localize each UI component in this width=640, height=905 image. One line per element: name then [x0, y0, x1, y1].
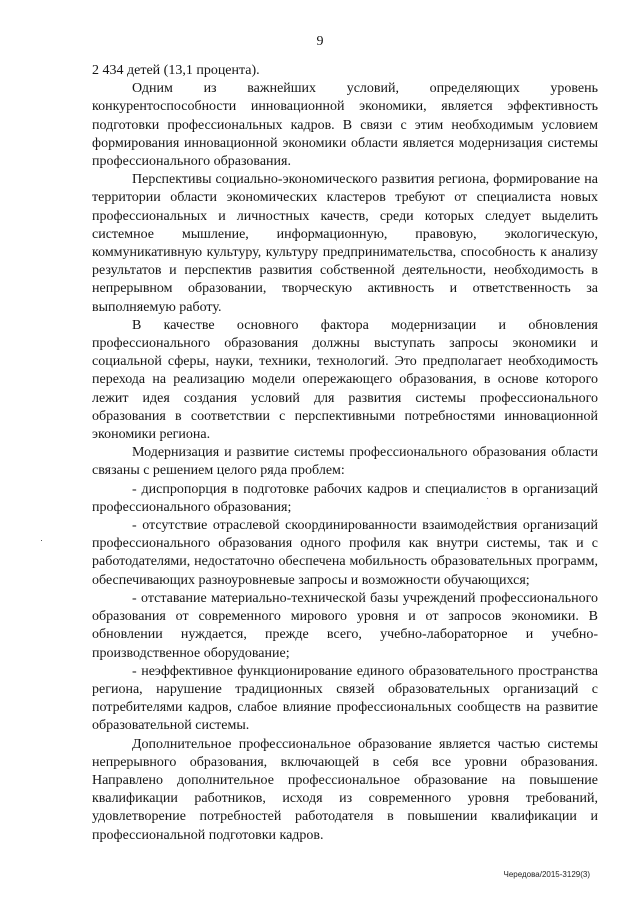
paragraph: Перспективы социально-экономического развития региона, формирование на территории области экономических кластеров требуют от специалиста новых профессиональных и личностных качеств, среди которых следует выделить системное мышление, информационную, правовую, экологическую, коммуникативную культуру, культуру предпринимательства, способность к анализу результатов и перспектив развития собственной деятельности, необходимость в непрерывном образовании, творческую активность и ответственность за выполняемую работу.	[92, 172, 598, 315]
paragraph: 2 434 детей (13,1 процента).	[92, 63, 260, 78]
list-item: - неэффективное функционирование единого образовательного пространства региона, нарушение традиционных связей образовательных организаций с потребителями кадров, слабое влияние профессиональных сообществ на развитие образовательной системы.	[92, 663, 598, 734]
list-item: - диспропорция в подготовке рабочих кадров и специалистов в организаций профессионального образования;	[92, 481, 598, 515]
paragraph: Дополнительное профессиональное образование является частью системы непрерывного образования, включающей в себя все уровни образования. Направлено дополнительное профессиональное образование на повышение квалификации работников, исходя из современного уровня требований, удовлетворение потребностей работодателя в повышении квалификации и профессиональной подготовки кадров.	[92, 736, 598, 843]
page-number: 9	[316, 34, 324, 49]
scan-speck	[41, 540, 42, 541]
scan-speck	[487, 498, 488, 499]
paragraph: В качестве основного фактора модернизации и обновления профессионального образования должны выступать запросы экономики и социальной сферы, науки, техники, технологий. Это предполагает необходимость перехода на реализацию модели опережающего образования, в основе которого лежит идея создания условий для развития системы профессионального образования в соответствии с перспективными потребностями инновационной экономики региона.	[92, 317, 598, 443]
list-item: - отсутствие отраслевой скоординированности взаимодействия организаций профессионального образования одного профиля как внутри системы, так и с работодателями, недостаточно обеспечена мобильность образовательных программ, обеспечивающих разноуровневые запросы и возможности обучающихся;	[92, 518, 598, 588]
body-text	[92, 62, 598, 845]
footer-document-code: Чередова/2015-3129(3)	[503, 870, 590, 879]
list-item: - отставание материально-технической базы учреждений профессионального образования от современного мирового уровня и от запросов экономики. В обновлении нуждается, прежде всего, учебно-лабораторное и учебно-производственное оборудование;	[92, 590, 598, 661]
paragraph: Модернизация и развитие системы профессионального образования области связаны с решением целого ряда проблем:	[92, 445, 598, 479]
paragraph: Одним из важнейших условий, определяющих уровень конкурентоспособности инновационной экономики, является эффективность подготовки профессиональных кадров. В связи с этим необходимым условием формирования инновационной экономики области является модернизация системы профессионального образования.	[92, 81, 598, 170]
